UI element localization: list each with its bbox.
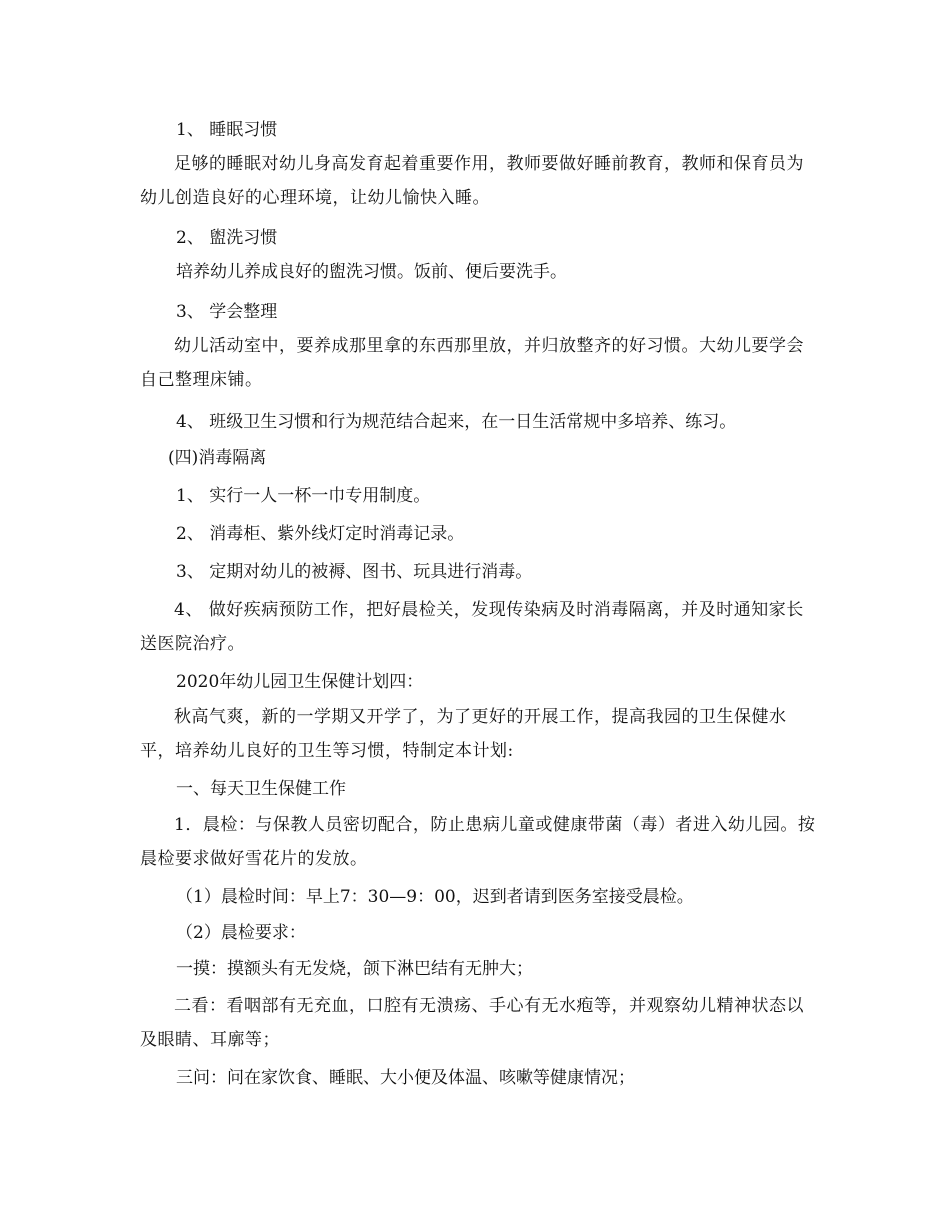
item-regular-disinfection: 3、 定期对幼儿的被褥、图书、玩具进行消毒。 xyxy=(176,562,533,582)
paragraph-class-hygiene: 4、 班级卫生习惯和行为规范结合起来，在一日生活常规中多培养、练习。 xyxy=(176,412,737,432)
paragraph-washing: 培养幼儿养成良好的盥洗习惯。饭前、便后要洗手。 xyxy=(176,262,567,282)
item-disinfection-cabinet: 2、 消毒柜、紫外线灯定时消毒记录。 xyxy=(176,524,465,544)
item-ask: 三问：问在家饮食、睡眠、大小便及体温、咳嗽等健康情况； xyxy=(176,1068,635,1088)
paragraph-morning-check: 1．晨检：与保教人员密切配合，防止患病儿童或健康带菌（毒）者进入幼儿园。按晨检要求做好雪花片的发放。 xyxy=(140,815,816,869)
item-check-requirements: （2）晨检要求： xyxy=(176,923,306,943)
paragraph-plan-intro: 秋高气爽，新的一学期又开学了，为了更好的开展工作，提高我园的卫生保健水平，培养幼儿良好的卫生等习惯，特制定本计划: xyxy=(140,707,787,761)
heading-sleep-habit: 1、 睡眠习惯 xyxy=(176,120,278,140)
paragraph-sleep: 足够的睡眠对幼儿身高发育起着重要作用，教师要做好睡前教育，教师和保育员为幼儿创造良好的心理环境，让幼儿愉快入睡。 xyxy=(140,154,804,208)
heading-daily-work: 一、每天卫生保健工作 xyxy=(176,779,346,799)
paragraph-tidy-up: 幼儿活动室中，要养成那里拿的东西那里放，并归放整齐的好习惯。大幼儿要学会自己整理床铺。 xyxy=(140,336,804,390)
section-heading-disinfection: (四)消毒隔离 xyxy=(168,448,267,468)
item-disease-prevention: 4、 做好疾病预防工作，把好晨检关，发现传染病及时消毒隔离，并及时通知家长送医院治疗。 xyxy=(140,600,804,654)
item-look: 二看：看咽部有无充血，口腔有无溃疡、手心有无水疱等，并观察幼儿精神状态以及眼睛、耳廓等； xyxy=(140,996,804,1050)
item-one-person-one-cup: 1、 实行一人一杯一巾专用制度。 xyxy=(176,486,431,506)
plan-title: 2020年幼儿园卫生保健计划四： xyxy=(176,672,424,692)
heading-washing-habit: 2、 盥洗习惯 xyxy=(176,228,278,248)
heading-tidy-up: 3、 学会整理 xyxy=(176,302,278,322)
item-check-time: （1）晨检时间：早上7：30—9：00，迟到者请到医务室接受晨检。 xyxy=(176,887,694,907)
item-touch: 一摸：摸额头有无发烧，颌下淋巴结有无肿大； xyxy=(176,959,533,979)
